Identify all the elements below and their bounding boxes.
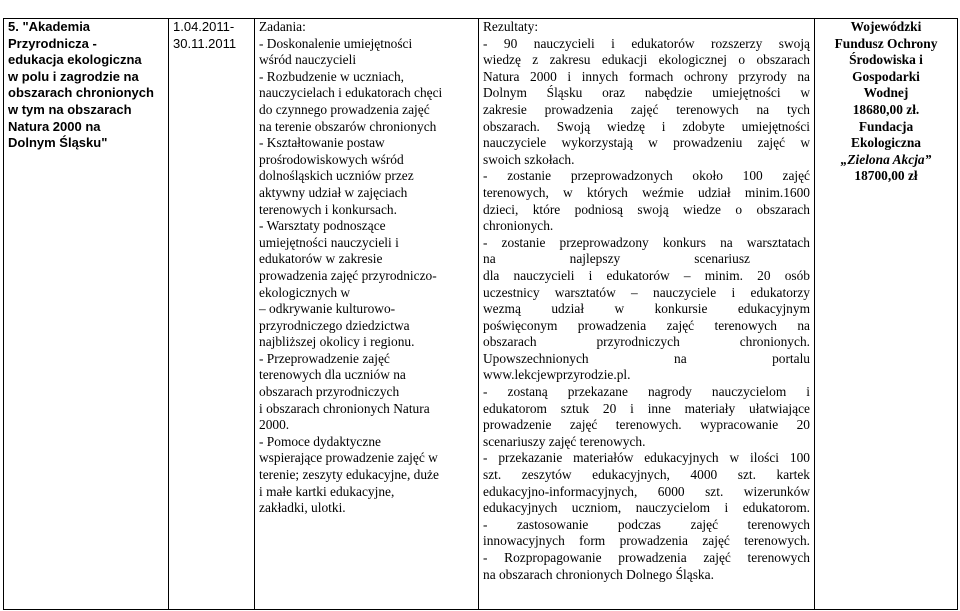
- result-line: dzieci, które podniosą swoją wiedze o obszarach: [483, 201, 810, 217]
- result-line: wezmą udział w konkursie edukacyjnym: [483, 301, 810, 317]
- result-line: obszarach przyrodniczych chronionych.: [483, 334, 810, 350]
- result-line: edukatorom sztuk 20 i inne materiały ułatwiające: [483, 400, 810, 416]
- project-title-line: Dolnym Śląsku": [8, 135, 108, 151]
- result-line: na obszarach chronionych Dolnego Śląska.: [483, 566, 714, 582]
- result-line: terenowych, w których weźmie udział minim.1600: [483, 184, 810, 200]
- tasks-cell: [255, 19, 479, 610]
- task-line: - Doskonalenie umiejętności: [259, 35, 413, 51]
- task-line: na terenie obszarów chronionych: [259, 118, 437, 134]
- result-line: innowacyjnych form prowadzenia zajęć terenowych.: [483, 533, 810, 549]
- result-line: www.lekcjewprzyrodzie.pl.: [483, 367, 631, 383]
- result-line: - przekazanie materiałów edukacyjnych w ilości 100: [483, 450, 810, 466]
- task-line: wśród nauczycieli: [259, 52, 357, 68]
- result-line: Natura 2000 i innych formach ochrony przyrody na: [483, 68, 810, 84]
- project-title-line: w tym na obszarach: [8, 101, 132, 117]
- task-line: i małe kartki edukacyjne,: [259, 483, 395, 499]
- result-line: chronionych.: [483, 218, 554, 234]
- result-line: zakresie prowadzenia zajęć terenowych na tych: [483, 101, 810, 117]
- result-line: dla nauczycieli i edukatorów – minim. 20 osób: [483, 267, 810, 283]
- task-line: obszarach przyrodniczych: [259, 384, 400, 400]
- result-line: swoich szkołach.: [483, 151, 575, 167]
- task-line: wspierające prowadzenie zajęć w: [259, 450, 438, 466]
- funder-1-line: Gospodarki: [852, 68, 920, 84]
- task-line: terenowych i konkursach.: [259, 201, 397, 217]
- project-title-line: edukacja ekologiczna: [8, 52, 142, 68]
- funder-2-line: Ekologiczna: [851, 135, 921, 151]
- result-line: scenariuszy zajęć terenowych.: [483, 433, 646, 449]
- result-line: - Rozpropagowanie prowadzenia zajęć terenowych: [483, 550, 810, 565]
- result-line: Upowszechnionych na portalu: [483, 350, 810, 366]
- funder-1-amount: 18680,00 zł.: [852, 101, 920, 117]
- project-title-line: w polu i zagrodzie na: [8, 68, 139, 84]
- result-line: edukacyjnych uczniom, nauczycielom i edukatorom.: [483, 500, 810, 516]
- funder-1-line: Środowiska i: [849, 52, 923, 68]
- funder-1-line: Fundusz Ochrony: [834, 35, 938, 51]
- results-cell: [479, 19, 815, 610]
- results-heading: Rezultaty:: [483, 19, 539, 34]
- project-dates-cell: [169, 19, 255, 610]
- task-line: edukatorów w zakresie: [259, 251, 383, 267]
- result-line: szt. zeszytów edukacyjnych, 4000 szt. kartek: [483, 467, 810, 483]
- result-line: - zostaną przekazane nagrody nauczycielom i: [483, 384, 810, 400]
- task-line: 2000.: [259, 417, 290, 433]
- table-row: [4, 19, 958, 610]
- task-line: zakładki, ulotki.: [259, 500, 346, 516]
- task-line: ekologicznych w: [259, 284, 351, 300]
- task-line: - Pomoce dydaktyczne: [259, 433, 381, 449]
- result-line: obszarach. Swoją wiedzę i zdobyte umiejętności: [483, 118, 810, 134]
- task-line: prowadzenia zajęć przyrodniczo-: [259, 267, 437, 283]
- task-line: aktywny udział w zajęciach: [259, 184, 408, 200]
- project-title-line: obszarach chronionych: [8, 85, 154, 101]
- project-title-cell: [4, 19, 169, 610]
- projects-table: [3, 18, 958, 610]
- result-line: poświęconym prowadzenia zajęć terenowych na: [483, 317, 810, 333]
- funder-1-line: Wojewódzki: [850, 19, 922, 34]
- result-line: Dolnym Śląsku oraz nabędzie umiejętności w: [483, 85, 810, 101]
- task-line: do czynnego prowadzenia zajęć: [259, 101, 430, 117]
- result-line: - 90 nauczycieli i edukatorów rozszerzy swoją: [483, 35, 810, 51]
- result-line: na najlepszy scenariusz: [483, 251, 750, 267]
- task-line: prośrodowiskowych wśród: [259, 151, 404, 167]
- funder-2-name: „Zielona Akcja”: [840, 151, 932, 167]
- task-line: – odkrywanie kulturowo-: [259, 301, 396, 317]
- task-line: przyrodniczego dziedzictwa: [259, 317, 410, 333]
- funder-2-amount: 18700,00 zł: [854, 168, 918, 184]
- task-line: i obszarach chronionych Natura: [259, 400, 430, 416]
- task-line: terenowych dla uczniów na: [259, 367, 406, 383]
- result-line: nauczyciele wykorzystają w prowadzeniu zajęć w: [483, 135, 810, 151]
- task-line: - Kształtowanie postaw: [259, 135, 385, 151]
- task-line: dolnośląskich uczniów przez: [259, 168, 414, 184]
- result-line: wiedzę z zakresu edukacji ekologicznej o obszarach: [483, 52, 810, 68]
- funding-cell: [815, 19, 958, 610]
- task-line: - Przeprowadzenie zajęć: [259, 350, 390, 366]
- task-line: terenie; zeszyty edukacyjne, duże: [259, 467, 439, 483]
- task-line: umiejętności nauczycieli i: [259, 234, 399, 250]
- date-start: 1.04.2011-: [173, 19, 235, 34]
- result-line: - zostanie przeprowadzony konkurs na warsztatach: [483, 234, 810, 250]
- task-line: - Rozbudzenie w uczniach,: [259, 68, 405, 84]
- funder-1-line: Wodnej: [863, 85, 909, 101]
- date-end: 30.11.2011: [173, 35, 237, 51]
- task-line: najbliższej okolicy i regionu.: [259, 334, 415, 350]
- project-title-line: Natura 2000 na: [8, 118, 101, 134]
- tasks-heading: Zadania:: [259, 19, 306, 34]
- result-line: - zastosowanie podczas zajęć terenowych: [483, 516, 810, 532]
- result-line: prowadzenie zajęć terenowych. wypracowanie 20: [483, 417, 810, 433]
- result-line: uczestnicy warsztatów – nauczyciele i edukatorzy: [483, 284, 810, 300]
- funder-2-line: Fundacja: [858, 118, 914, 134]
- task-line: - Warsztaty podnoszące: [259, 218, 386, 234]
- task-line: nauczycielach i edukatorach chęci: [259, 85, 443, 101]
- result-line: edukacyjno-informacyjnych, 6000 szt. wizerunków: [483, 483, 810, 499]
- result-line: - zostanie przeprowadzonych około 100 zajęć: [483, 168, 810, 184]
- project-title-line: Przyrodnicza -: [8, 35, 97, 51]
- project-title-line: 5. "Akademia: [8, 19, 91, 34]
